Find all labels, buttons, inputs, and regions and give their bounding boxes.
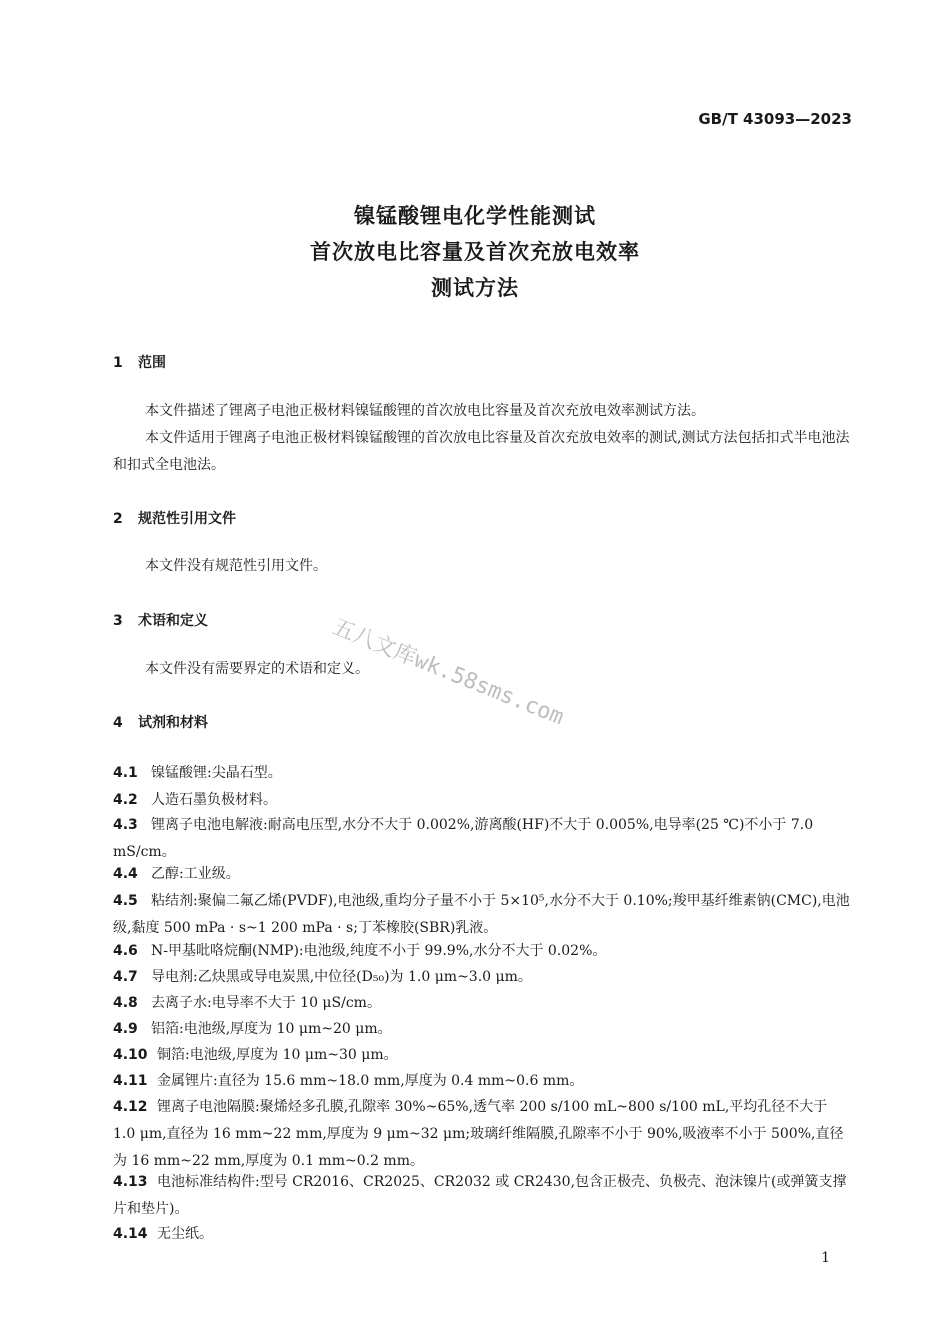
- item-text: 金属锂片:直径为 15.6 mm~18.0 mm,厚度为 0.4 mm~0.6 mm。: [157, 1073, 584, 1089]
- section-number: 3: [113, 613, 123, 629]
- item-number: 4.12: [113, 1099, 148, 1115]
- item-number: 4.8: [113, 995, 138, 1011]
- item-number: 4.10: [113, 1047, 148, 1063]
- section-title: 试剂和材料: [138, 715, 208, 731]
- item-text: N-甲基吡咯烷酮(NMP):电池级,纯度不小于 99.9%,水分不大于 0.02%。: [151, 943, 607, 959]
- list-item: [113, 938, 853, 965]
- section-title: 范围: [138, 355, 166, 371]
- item-text: 人造石墨负极材料。: [151, 792, 277, 808]
- item-number: 4.9: [113, 1021, 138, 1037]
- item-text: 电池标准结构件:型号 CR2016、CR2025、CR2032 或 CR2430,包含正极壳、负极壳、泡沫镍片(或弹簧支撑片和垫片)。: [113, 1174, 847, 1217]
- paragraph-scope-1: 本文件描述了锂离子电池正极材料镍锰酸锂的首次放电比容量及首次充放电效率测试方法。: [145, 403, 705, 419]
- item-text: 锂离子电池电解液:耐高电压型,水分不大于 0.002%,游离酸(HF)不大于 0.005%,电导率(25 ℃)不小于 7.0 mS/cm。: [113, 817, 814, 860]
- list-item: [113, 1016, 853, 1043]
- list-item: [113, 1094, 853, 1175]
- item-number: 4.3: [113, 817, 138, 833]
- item-text: 铜箔:电池级,厚度为 10 μm~30 μm。: [157, 1047, 398, 1063]
- item-number: 4.7: [113, 969, 138, 985]
- item-number: 4.4: [113, 866, 138, 882]
- title-line-2: 首次放电比容量及首次充放电效率: [310, 240, 640, 264]
- list-item: [113, 990, 853, 1017]
- standard-number: GB/T 43093—2023: [698, 110, 852, 128]
- item-number: 4.13: [113, 1174, 148, 1190]
- list-item: [113, 964, 853, 991]
- item-number: 4.1: [113, 765, 138, 781]
- title-line-3: 测试方法: [431, 276, 519, 300]
- section-heading-scope: [113, 352, 166, 372]
- item-text: 铝箔:电池级,厚度为 10 μm~20 μm。: [151, 1021, 392, 1037]
- section-heading-terms: [113, 610, 208, 630]
- list-item: [113, 787, 853, 814]
- list-item: [113, 1042, 853, 1069]
- item-text: 无尘纸。: [157, 1226, 213, 1242]
- section-title: 术语和定义: [138, 613, 208, 629]
- item-number: 4.6: [113, 943, 138, 959]
- list-item: [113, 760, 853, 787]
- list-item: [113, 1068, 853, 1095]
- item-number: 4.2: [113, 792, 138, 808]
- item-number: 4.11: [113, 1073, 148, 1089]
- paragraph-terms: 本文件没有需要界定的术语和定义。: [145, 661, 369, 677]
- page-number: 1: [821, 1250, 830, 1266]
- item-text: 导电剂:乙炔黑或导电炭黑,中位径(D₅₀)为 1.0 μm~3.0 μm。: [151, 969, 532, 985]
- paragraph-scope-2: 本文件适用于锂离子电池正极材料镍锰酸锂的首次放电比容量及首次充放电效率的测试,测试方法包括扣式半电池法和扣式全电池法。: [113, 430, 850, 473]
- paragraph-references: 本文件没有规范性引用文件。: [145, 558, 327, 574]
- item-number: 4.5: [113, 893, 138, 909]
- item-text: 镍锰酸锂:尖晶石型。: [151, 765, 282, 781]
- list-item: [113, 1169, 853, 1223]
- item-text: 锂离子电池隔膜:聚烯烃多孔膜,孔隙率 30%~65%,透气率 200 s/100 mL~800 s/100 mL,平均孔径不大于 1.0 μm,直径为 16 mm~22 mm,厚度为 9 μm~32 μm;玻璃纤维隔膜,孔隙率不小于 90%,吸液率不小于 500%,直径为 16 mm~22 mm,厚度为 0.1 mm~0.2 mm。: [113, 1099, 844, 1169]
- list-item: [113, 812, 853, 866]
- section-number: 4: [113, 715, 123, 731]
- title-line-1: 镍锰酸锂电化学性能测试: [354, 204, 596, 228]
- section-heading-references: [113, 508, 236, 528]
- item-text: 乙醇:工业级。: [151, 866, 240, 882]
- item-number: 4.14: [113, 1226, 148, 1242]
- list-item: [113, 888, 853, 942]
- section-number: 1: [113, 355, 123, 371]
- watermark: 五八文库wk.58sms.com: [328, 614, 568, 731]
- section-number: 2: [113, 511, 123, 527]
- section-heading-materials: [113, 712, 208, 732]
- list-item: [113, 1221, 853, 1248]
- item-text: 粘结剂:聚偏二氟乙烯(PVDF),电池级,重均分子量不小于 5×10⁵,水分不大于 0.10%;羧甲基纤维素钠(CMC),电池级,黏度 500 mPa · s~1 200 mPa · s;丁苯橡胶(SBR)乳液。: [113, 893, 850, 936]
- list-item: [113, 861, 853, 888]
- item-text: 去离子水:电导率不大于 10 μS/cm。: [151, 995, 381, 1011]
- section-title: 规范性引用文件: [138, 511, 236, 527]
